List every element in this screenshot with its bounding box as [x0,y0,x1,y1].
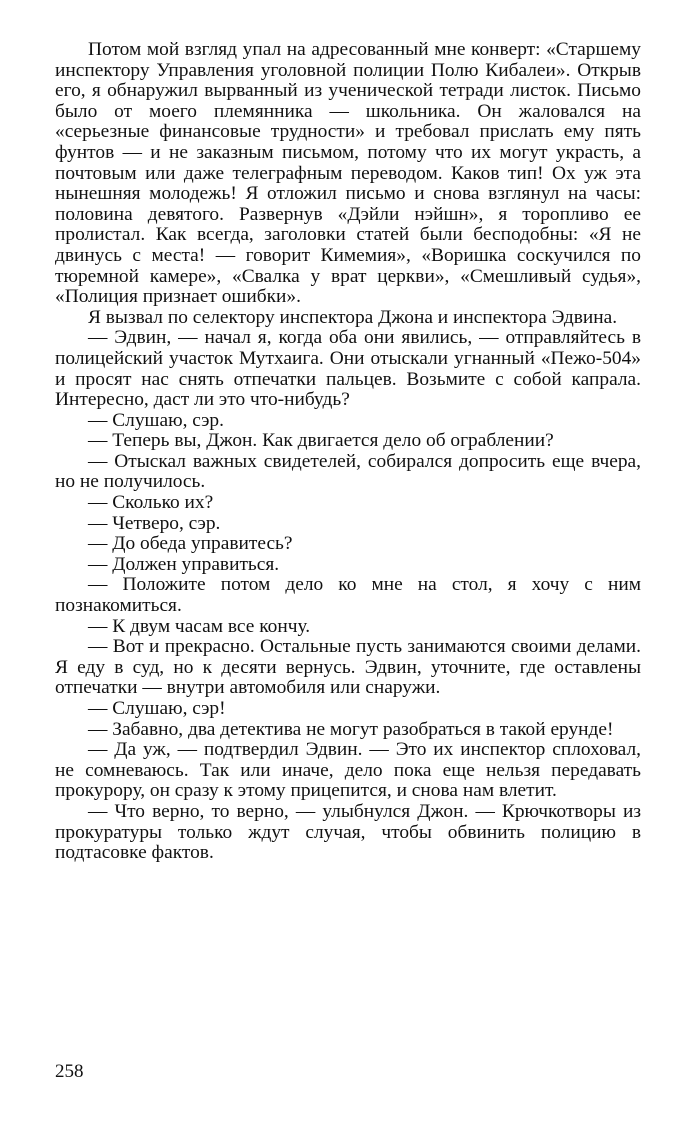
paragraph: Я вызвал по селектору инспектора Джона и инспектора Эдвина. [88,306,618,328]
paragraph: — Слушаю, сэр! [88,698,226,719]
paragraph: — К двум часам все кончу. [88,615,311,637]
paragraph: — Забавно, два детектива не могут разобраться в такой ерунде! [88,718,614,740]
body-text [55,40,641,864]
paragraph: — Вот и прекрасно. Остальные пусть занимаются своими делами. Я еду в суд, но к десяти вернусь. Эдвин, уточните, где оставлены отпечатки — внутри автомобиля или снаружи. [55,636,641,699]
paragraph: — Слушаю, сэр. [88,409,224,431]
paragraph: — Да уж, — подтвердил Эдвин. — Это их инспектор сплоховал, не сомневаюсь. Так или иначе, дело пока еще нельзя передавать прокурору, он сразу к этому прицепится, и снова нам влетит. [55,739,641,802]
paragraph: — Теперь вы, Джон. Как двигается дело об ограблении? [88,430,554,452]
page-number: 258 [55,1061,84,1082]
paragraph: — До обеда управитесь? [88,533,293,555]
paragraph: — Эдвин, — начал я, когда оба они явились, — отправляйтесь в полицейский участок Мутхаига. Они отыскали угнанный «Пежо-504» и просят нас снять отпечатки пальцев. Возьмите с собой капрала. Интересно, даст ли это что-нибудь? [55,327,641,411]
paragraph: — Что верно, то верно, — улыбнулся Джон. — Крючкотворы из прокуратуры только ждут случая, чтобы обвинить полицию в подтасовке фактов. [55,800,641,864]
paragraph: — Четверо, сэр. [88,512,221,534]
paragraph: — Сколько их? [88,492,214,514]
paragraph: — Положите потом дело ко мне на стол, я хочу с ним познакомиться. [55,574,641,617]
paragraph: Потом мой взгляд упал на адресованный мне конверт: «Старшему инспектору Управления уголовной полиции Полю Кибалеи». Открыв его, я обнаружил вырванный из ученической тетради листок. Письмо было от моего племянника — школьника. Он жаловался на «серьезные финансовые трудности» и требовал прислать ему пять фунтов — и не заказным письмом, потому что их могут украсть, а почтовым или даже телеграфным переводом. Каков тип! Ох уж эта нынешняя молодежь! Я отложил письмо и снова взглянул на часы: половина девятого. Развернув «Дэйли нэйшн», я торопливо ее пролистал. Как всегда, заголовки статей были бесподобны: «Я не двинусь с места! — говорит Кимемия», «Воришка соскучился по тюремной камере», «Свалка у врат церкви», «Смешливый судья», «Полиция признает ошибки». [55,39,641,308]
paragraph: — Отыскал важных свидетелей, собирался допросить еще вчера, но не получилось. [55,450,641,493]
paragraph: — Должен управиться. [88,553,280,575]
